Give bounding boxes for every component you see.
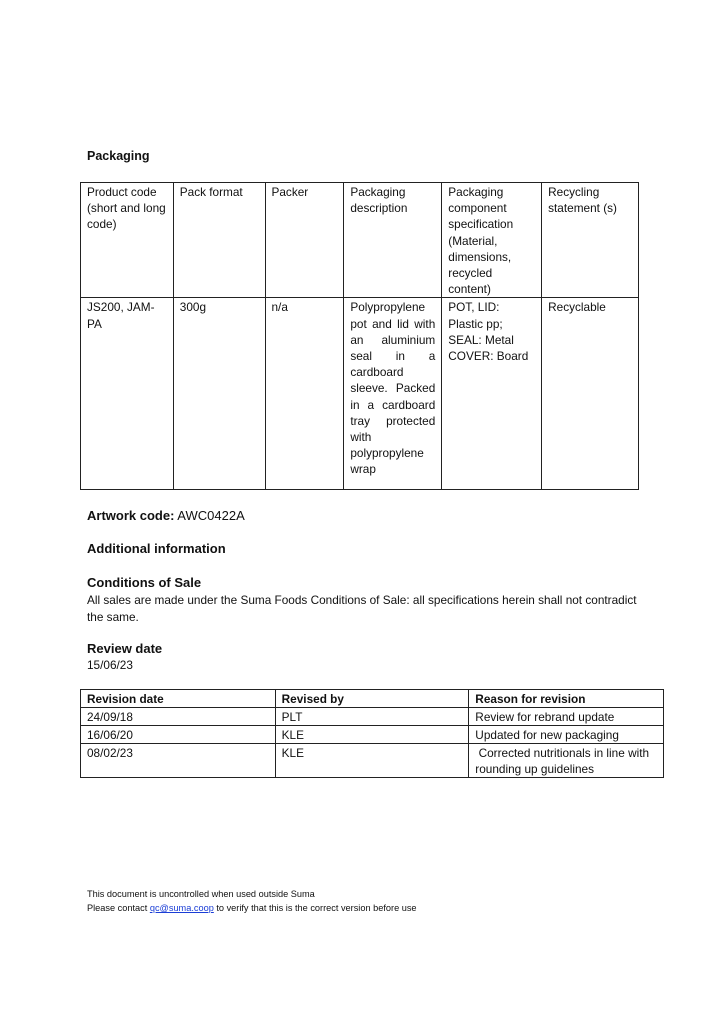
- cell-packer: n/a: [265, 298, 344, 490]
- header-product-code: Product code (short and long code): [81, 183, 174, 298]
- footer-contact-line: [87, 901, 417, 915]
- revision-date-cell: 16/06/20: [81, 726, 276, 744]
- qc-email-link[interactable]: qc@suma.coop: [149, 903, 214, 913]
- review-date-value: 15/06/23: [87, 658, 133, 672]
- cell-product-code: JS200, JAM-PA: [81, 298, 174, 490]
- packaging-table: [80, 182, 639, 490]
- revision-date-cell: 24/09/18: [81, 708, 276, 726]
- artwork-code: [87, 508, 245, 523]
- header-reason-for-revision: Reason for revision: [469, 690, 664, 708]
- footer-contact-prefix: Please contact: [87, 903, 150, 913]
- reason-cell: Corrected nutritionals in line with rounding up guidelines: [469, 744, 664, 778]
- revised-by-cell: KLE: [275, 726, 469, 744]
- table-row: [81, 708, 664, 726]
- header-component-specification: Packaging component specification (Material, dimensions, recycled content): [442, 183, 542, 298]
- review-date-heading: Review date: [87, 641, 163, 656]
- footer-uncontrolled-notice: This document is uncontrolled when used outside Suma: [87, 889, 315, 899]
- cell-pack-format: 300g: [173, 298, 265, 490]
- cell-component-specification: [442, 298, 542, 490]
- reason-cell: Review for rebrand update: [469, 708, 664, 726]
- component-spec-line: COVER: Board: [448, 349, 529, 364]
- revised-by-cell: PLT: [275, 708, 469, 726]
- header-recycling-statement: Recycling statement (s): [542, 183, 639, 298]
- footer: [87, 887, 417, 915]
- packaging-table-header-row: [81, 183, 639, 298]
- component-spec-line: POT, LID: Plastic pp;: [448, 300, 503, 331]
- cell-recycling-statement: Recyclable: [542, 298, 639, 490]
- revised-by-cell: KLE: [275, 744, 469, 778]
- header-packaging-description: Packaging description: [344, 183, 442, 298]
- header-packer: Packer: [265, 183, 344, 298]
- cell-packaging-description: Polypropylene pot and lid with an aluminium seal in a cardboard sleeve. Packed in a cardboard tray protected with polypropylene wrap: [344, 298, 442, 490]
- footer-contact-suffix: to verify that this is the correct version before use: [213, 903, 417, 913]
- conditions-of-sale-heading: Conditions of Sale: [87, 575, 202, 590]
- component-spec-line: SEAL: Metal: [448, 332, 514, 347]
- reason-cell: Updated for new packaging: [469, 726, 664, 744]
- revision-table: [80, 689, 664, 778]
- packaging-heading: Packaging: [87, 149, 150, 163]
- revision-date-cell: 08/02/23: [81, 744, 276, 778]
- table-row: [81, 726, 664, 744]
- artwork-code-value: AWC0422A: [174, 508, 245, 523]
- conditions-of-sale-text: All sales are made under the Suma Foods Conditions of Sale: all specifications herein shall not contradict the same.: [87, 593, 637, 624]
- header-revised-by: Revised by: [275, 690, 469, 708]
- header-pack-format: Pack format: [173, 183, 265, 298]
- revision-table-header-row: [81, 690, 664, 708]
- packaging-table-row: [81, 298, 639, 490]
- artwork-code-label: Artwork code:: [87, 508, 175, 523]
- header-revision-date: Revision date: [81, 690, 276, 708]
- additional-information-heading: Additional information: [87, 541, 226, 556]
- table-row: [81, 744, 664, 778]
